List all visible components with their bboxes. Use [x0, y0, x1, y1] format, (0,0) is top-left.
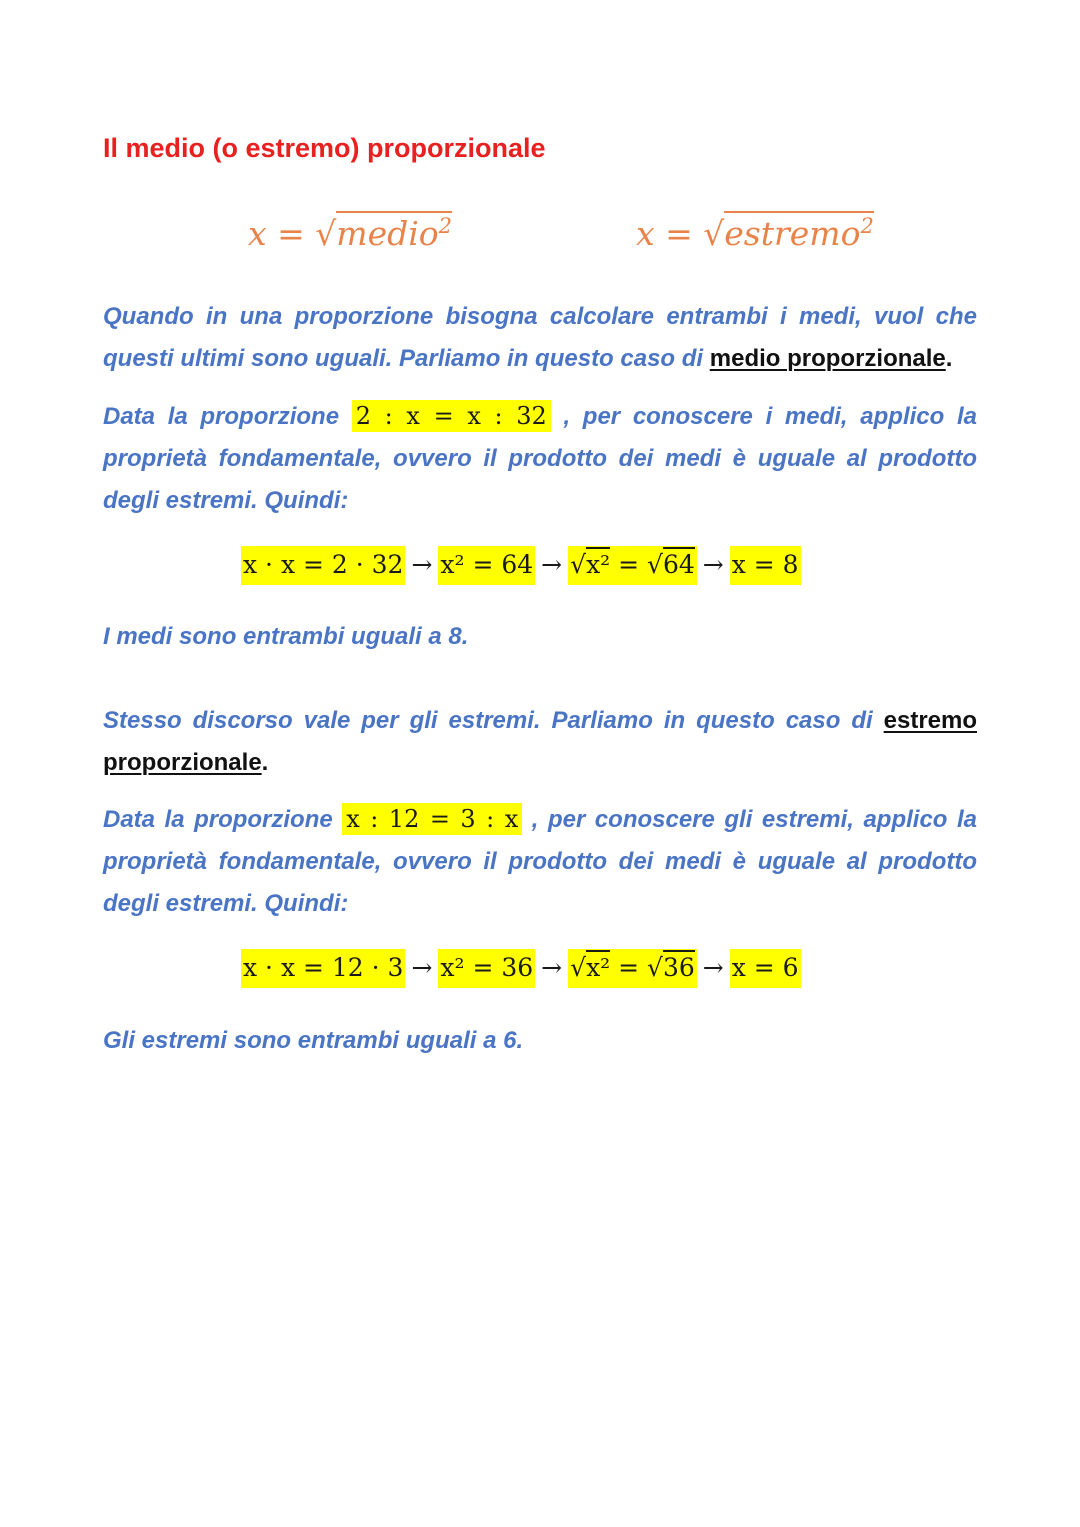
calc-step: x · x = 12 · 3	[241, 949, 405, 988]
proportion-expression: x : 12 = 3 : x	[342, 803, 522, 835]
section1-conclusion: I medi sono entrambi uguali a 8.	[103, 623, 469, 650]
sqrt-symbol: √	[647, 953, 663, 982]
section2-conclusion: Gli estremi sono entrambi uguali a 6.	[103, 1027, 524, 1054]
section1-intro: Quando in una proporzione bisogna calcolare entrambi i medi, vuol che questi ultimi sono uguali. Parliamo in questo caso di medio proporzionale.	[103, 303, 977, 372]
arrow-icon: →	[411, 953, 433, 982]
sqrt-symbol: √	[570, 953, 587, 982]
sqrt-symbol: √	[647, 550, 663, 579]
estremo-formula	[636, 214, 874, 253]
section2-intro: Stesso discorso vale per gli estremi. Parliamo in questo caso di estremo proporzionale.	[103, 707, 977, 776]
calc-step: x = 8	[730, 546, 801, 585]
calc-step: x² = 36	[438, 949, 535, 988]
formula-radicand: medio$^2$	[336, 211, 452, 253]
sqrt-symbol: √	[703, 214, 725, 253]
proportion-expression: 2 : x = x : 32	[352, 400, 551, 432]
term-medio-proporzionale: medio proporzionale	[709, 345, 946, 372]
calc-step: x · x = 2 · 32	[241, 546, 405, 585]
section1-calculation	[241, 543, 801, 587]
calc-step: x = 6	[730, 949, 801, 988]
section2-calculation	[241, 946, 801, 990]
medio-formula	[248, 214, 452, 253]
arrow-icon: →	[541, 550, 563, 579]
sqrt-symbol: √	[315, 214, 337, 253]
section2-data-paragraph: Data la proporzione x : 12 = 3 : x , per conoscere gli estremi, applico la proprietà fondamentale, ovvero il prodotto dei medi è uguale al prodotto degli estremi. Quindi:	[103, 805, 977, 917]
section1-data-paragraph: Data la proporzione 2 : x = x : 32 , per conoscere i medi, applico la proprietà fondamentale, ovvero il prodotto dei medi è uguale al prodotto degli estremi. Quindi:	[103, 402, 977, 514]
arrow-icon: →	[702, 550, 724, 579]
term-estremo-proporzionale: estremo proporzionale	[103, 707, 977, 776]
formula-lhs: x =	[636, 214, 704, 253]
formula-radicand: estremo$^2$	[724, 211, 874, 253]
arrow-icon: →	[702, 953, 724, 982]
arrow-icon: →	[541, 953, 563, 982]
calc-step: √x² = √36	[568, 949, 697, 988]
formula-lhs: x =	[248, 214, 316, 253]
sqrt-symbol: √	[570, 550, 587, 579]
calc-step: √x² = √64	[568, 546, 697, 585]
page-title: Il medio (o estremo) proporzionale	[103, 133, 546, 163]
calc-step: x² = 64	[438, 546, 535, 585]
arrow-icon: →	[411, 550, 433, 579]
